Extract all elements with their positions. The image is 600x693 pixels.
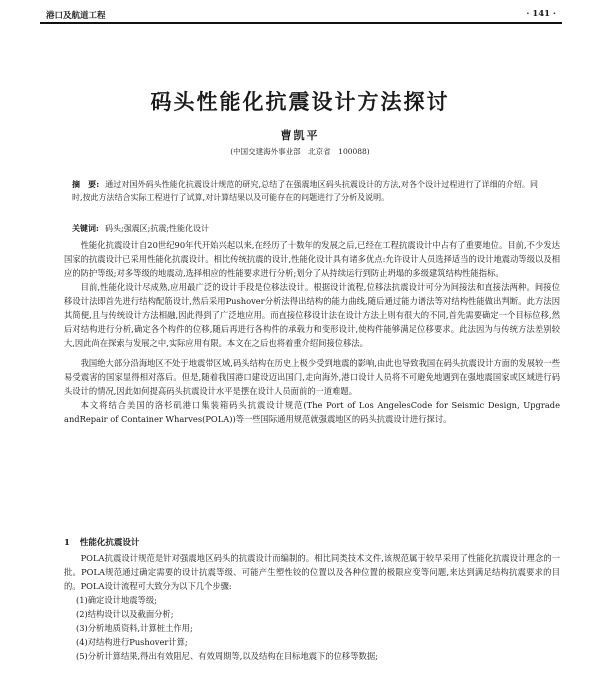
design-step: (3)分析地质资料,计算桩土作用; [76, 623, 193, 633]
journal-name: 港口及航道工程 [46, 11, 106, 21]
intro-paragraph-4: 本文将结合美国的洛杉矶港口集装箱码头抗震设计规范(The Port of Los AngelesCode for Seismic Design, Upgrade andRepair of Container Wharves(POLA))等一些国际通用规范就强震地区的码头抗震设计进行探讨。 [64, 400, 560, 424]
author-name: 曹凯平 [280, 129, 320, 142]
section-body [64, 551, 560, 663]
introduction [64, 238, 560, 426]
design-steps-list [64, 593, 560, 663]
design-step: (5)分析计算结果,得出有效阻尼、有效周期等,以及结构在目标地震下的位移等数据; [76, 651, 378, 661]
abstract-text: 通过对国外码头性能化抗震设计规范的研究,总结了在强震地区码头抗震设计的方法,对各个设计过程进行了详细的介绍。同时,按此方法结合实际工程进行了试算,对计算结果以及可能存在的问题进行了分析及说明。 [72, 180, 539, 202]
keywords-label: 关键词: [72, 223, 99, 233]
section-number: 1 [64, 538, 70, 548]
keywords-text: 码头;强震区;抗震;性能化设计 [104, 224, 210, 233]
section-title: 性能化抗震设计 [79, 538, 140, 548]
abstract-label: 摘 要: [72, 179, 100, 189]
intro-paragraph-1: 性能化抗震设计自20世纪90年代开始兴起以来,在经历了十数年的发展之后,已经在工程抗震设计中占有了重要地位。目前,不少发达国家的抗震设计已采用性能化抗震设计。相比传统抗震的设计,性能化设计具有诸多优点:允许设计人员选择适当的设计地震动等级以及相应的防护等级;对多等级的地震动,选择相应的性能要求进行分析;划分了从持续运行到防止坍塌的多级建筑结构性能指标。 [64, 240, 560, 278]
author-affiliation: (中国交建海外事业部 北京省 100088) [230, 147, 370, 156]
keywords [72, 223, 538, 234]
section-intro-paragraph: POLA抗震设计规范是针对强震地区码头的抗震设计而编制的。相比同类技术文件,该规范属于较早采用了性能化抗震设计理念的一批。POLA规范通过确定需要的设计抗震等级、可能产生塑性铰的位置以及各种位置的极限应变等问题,来达到满足结构抗震要求的目的。POLA设计流程可大致分为以下几个步骤: [64, 553, 560, 591]
design-step: (2)结构设计以及截面分析; [76, 609, 174, 619]
design-step: (1)确定设计地震等级; [76, 595, 157, 605]
design-step: (4)对结构进行Pushover计算; [76, 637, 188, 647]
abstract [72, 178, 538, 204]
section-heading [64, 536, 139, 548]
intro-paragraph-2: 目前,性能化设计尽成熟,应用最广泛的设计手段是位移法设计。根据设计流程,位移法抗震设计可分为间接法和直接法两种。间接位移设计法即首先进行结构配筋设计,然后采用Pushover分析法得出结构的能力曲线,随后通过能力谱法等对结构性能做出判断。此方法因其简便,且与传统设计方法相融,因此得到了广泛地应用。而直接位移设计法在设计方法上则有很大的不同,首先需要确定一个目标位移,然后对结构进行分析,确定各个构件的位移,随后再进行各构件的承载力和变形设计,使构件能够满足位移要求。此法因为与传统方法差别较大,因此尚在探索与发展之中,实际应用有限。本文在之后也将着重介绍间接位移法。 [64, 282, 560, 348]
intro-paragraph-3: 我国绝大部分沿海地区不处于地震带区域,码头结构在历史上极少受到地震的影响,由此也导致我国在码头抗震设计方面的发展较一些易受震害的国家显得相对落后。但是,随着我国港口建设迈出国门,走向海外,港口设计人员将不可避免地遇到在强地震国家或区域进行码头设计的情况,因此如何提高码头抗震设计水平是摆在设计人员面前的一道难题。 [64, 358, 560, 396]
paper-title: 码头性能化抗震设计方法探讨 [150, 89, 450, 114]
running-header [40, 6, 562, 24]
page-number: · 141 · [526, 9, 556, 19]
